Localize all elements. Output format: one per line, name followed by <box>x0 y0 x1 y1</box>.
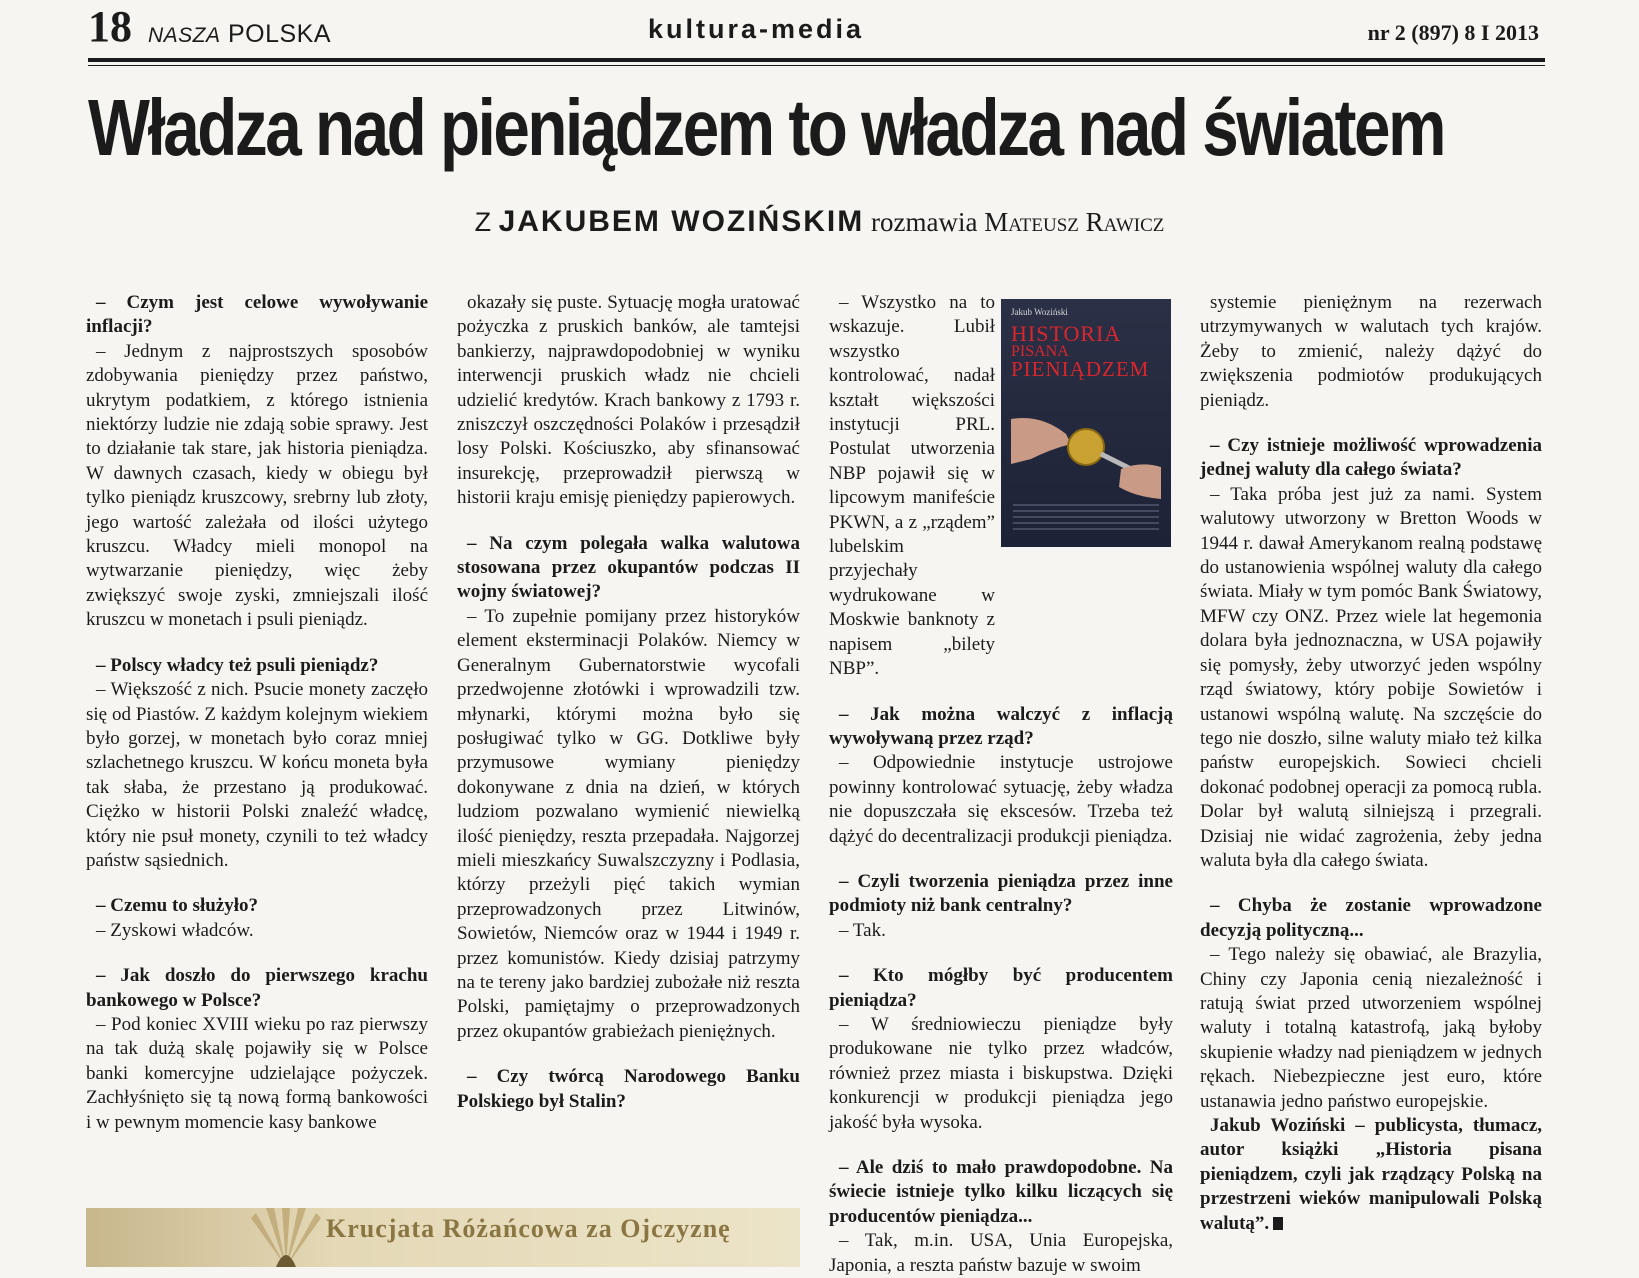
book-cover-subtitle-lines <box>1013 504 1159 532</box>
interview-answer: – Pod koniec XVIII wieku po raz pierwszy na tak dużą skalę pojawiły się w Polsce banki komercyjne udzielające pożyczek. Zachłyśnięto się tą nową formą bankowości i w pewnym momencie kasy bankowe <box>86 1013 428 1133</box>
interview-answer: – Zyskowi władców. <box>96 919 254 941</box>
banner-text: Krucjata Różańcowa za Ojczyznę <box>326 1214 731 1243</box>
interview-answer: – Tego należy się obawiać, ale Brazylia, Chiny czy Japonia cenią niezależność i ratują świat przed utworzeniem wspólnej waluty i totalną katastrofą, jaką byłoby skupienie władzy nad pieniądzem w jednych rękach. Niebezpieczne jest euro, które ustanawia jedno państwo europejskie. <box>1200 944 1542 1112</box>
newspaper-name-polska: POLSKA <box>227 20 332 48</box>
byline-prefix: Z <box>474 207 499 237</box>
end-of-article-mark <box>1273 1217 1283 1230</box>
interview-question: – Na czym polegała walka walutowa stosowana przez okupantów podczas II wojny światowej? <box>457 532 800 603</box>
halo-rays-graphic <box>246 1208 326 1267</box>
interview-question: – Czy istnieje możliwość wprowadzenia jednej waluty dla całego świata? <box>1200 435 1542 481</box>
book-cover-title-3: PIENIĄDZEM <box>1011 357 1150 381</box>
hands-coin-illustration <box>1011 409 1161 499</box>
book-cover-title-1: HISTORIA <box>1011 321 1122 346</box>
page-number: 18 <box>88 2 132 51</box>
interview-answer: – Tak, m.in. USA, Unia Europejska, Japonia, a reszta państw bazuje w swoim <box>829 1230 1173 1276</box>
interview-answer: systemie pieniężnym na rezerwach utrzymywanych w walutach tych krajów. Żeby to zmienić, należy dążyć do zwiększenia podmiotów produkujących pieniądz. <box>1200 292 1542 411</box>
headline: Władza nad pieniądzem to władza nad światem <box>88 83 1444 172</box>
interview-question: – Jak doszło do pierwszego krachu bankowego w Polsce? <box>86 965 428 1011</box>
interview-question: – Kto mógłby być producentem pieniądza? <box>829 965 1173 1011</box>
interview-answer: – Tak. <box>839 919 886 941</box>
interview-answer: – W średniowieczu pieniądze były produkowane nie tylko przez władców, również przez miasta i biskupstwa. Dzięki konkurencji w produkcji pieniądza jego jakość była wysoka. <box>829 1013 1173 1133</box>
newspaper-name-nasza: NASZA <box>148 24 221 47</box>
interview-answer: – To zupełnie pomijany przez historyków element eksterminacji Polaków. Niemcy w Generalnym Gubernatorstwie wycofali przedwojenne złotówki i wprowadzili tzw. młynarki, którymi można było się posługiwać tylko w GG. Dotkliwe były przymusowe wymiany pieniędzy dokonywane z dnia na dzień, w których ludziom pozwalano wymienić niewielką ilość pieniędzy, reszta przepadała. Najgorzej mieli mieszkańcy Suwalszczyzny i Podlasia, którzy przeżyli pięć takich wymian przeprowadzonych przez Litwinów, Sowietów, Niemców oraz w 1944 i 1949 r. przez komunistów. Kiedy dzisiaj patrzymy na te tereny jako bardziej zubożałe niż reszta Polski, pamiętajmy o przeprowadzonych przez okupantów grabieżach pieniężnych. <box>457 605 800 1042</box>
newspaper-name <box>148 20 331 49</box>
article-column-4 <box>1200 291 1542 1236</box>
interview-answer: – Jednym z najprostszych sposobów zdobywania pieniędzy przez państwo, ukrytym podatkiem, z którego istnienia niektórzy ludzie nie zdają sobie sprawy. Jest to działanie tak stare, jak historia pieniądza. W dawnych czasach, kiedy w obiegu był tylko pieniądz kruszcowy, srebrny lub złoty, jego wartość zależała od ilości użytego kruszcu. Władcy mieli monopol na wytwarzanie pieniędzy, więc żeby zwiększyć swoje zyski, zmniejszali ilość kruszcu w monetach i psuli pieniądz. <box>86 340 428 631</box>
issue-number: nr 2 (897) 8 I 2013 <box>1367 20 1539 45</box>
interview-question: – Czemu to służyło? <box>96 895 259 917</box>
interview-question: – Polscy władcy też psuli pieniądz? <box>96 654 379 676</box>
interview-answer: – Odpowiednie instytucje ustrojowe powinny kontrolować sytuację, żeby władza nie dopuszczała się ekscesów. Trzeba też dążyć do decentralizacji produkcji pieniądza. <box>829 752 1173 847</box>
interview-answer: – Taka próba jest już za nami. System walutowy utworzony w Bretton Woods w 1944 r. dawał Amerykanom realną podstawę do ustanowienia wspólnej waluty dla całego świata. Miały w tym pomóc Bank Światowy, MFW czy ONZ. Przez wiele lat hegemonia dolara była jednoznaczna, w USA pojawiły się pomysły, żeby utworzyć jeden wspólny rząd światowy, który pobije Sowietów i ustanowi wspólną walutę. Na szczęście do tego nie doszło, silne waluty miało też kilka państw europejskich. Sowieci chcieli dokonać podobnej operacji za pomocą rubla. Dolar był walutą silniejszą i przegrali. Dzisiaj nie widać zagrożenia, żeby jedna waluta była dla całego świata. <box>1200 483 1542 871</box>
interview-question: – Czym jest celowe wywoływanie inflacji? <box>86 292 428 338</box>
byline-verb: rozmawia <box>864 207 985 237</box>
masthead-rule-thick <box>88 58 1545 62</box>
interview-question: – Chyba że zostanie wprowadzone decyzją polityczną... <box>1200 895 1542 941</box>
masthead-rule-thin <box>88 65 1545 66</box>
interview-answer: – Większość z nich. Psucie monety zaczęło się od Piastów. Z każdym kolejnym wiekiem było gorzej, w monetach było coraz mniej szlachetnego kruszcu. W końcu moneta była tak słaba, że przestano ją produkować. Ciężko w historii Polski znaleźć władcę, który nie psuł monety, czynili to też władcy państw sąsiednich. <box>86 679 428 871</box>
article-column-2 <box>457 291 800 1114</box>
interview-question: – Czyli tworzenia pieniądza przez inne podmioty niż bank centralny? <box>829 870 1173 917</box>
author-bio: Jakub Woziński – publicysta, tłumacz, autor książki „Historia pisana pieniądzem, czyli jak rządzący Polską na przestrzeni wieków manipulowali Polską walutą”. <box>1200 1115 1542 1234</box>
book-cover-title-2: PISANA <box>1011 343 1069 360</box>
interviewee-name: JAKUBEM WOZIŃSKIM <box>498 205 865 238</box>
masthead <box>88 2 1539 54</box>
article-column-1 <box>86 291 428 1135</box>
interview-question: – Ale dziś to mało prawdopodobne. Na świecie istnieje tylko kilku liczących się producentów pieniądza... <box>829 1157 1173 1227</box>
interview-answer: – Wszystko na to wskazuje. Lubił wszystko kontrolować, nadał kształt większości instytucji PRL. Postulat utworzenia NBP pojawił się w lipcowym manifeście PKWN, a z „rządem” lubelskim przyjechały wydrukowane w Moskwie banknoty z napisem „bilety NBP”. <box>829 292 995 680</box>
book-cover-author: Jakub Woziński <box>1011 307 1068 317</box>
interview-question: – Jak można walczyć z inflacją wywoływaną przez rząd? <box>829 703 1173 749</box>
interview-answer: okazały się puste. Sytuację mogła uratować pożyczka z pruskich banków, ale tamtejsi bankierzy, najprawdopodobniej w wyniku interwencji pruskich władz nie chcieli udzielić kredytów. Krach bankowy z 1793 r. zniszczył oszczędności Polaków i przesądził losy Polski. Kościuszko, aby sfinansować insurekcję, przeprowadził pierwszą w historii kraju emisję pieniędzy papierowych. <box>457 292 800 509</box>
section-name: kultura-media <box>648 14 865 44</box>
interviewer-name: Mateusz Rawicz <box>984 207 1165 237</box>
interview-question: – Czy twórcą Narodowego Banku Polskiego był Stalin? <box>457 1066 800 1112</box>
book-cover-image <box>1001 299 1171 547</box>
banner-ad <box>86 1208 800 1267</box>
byline <box>0 205 1639 239</box>
